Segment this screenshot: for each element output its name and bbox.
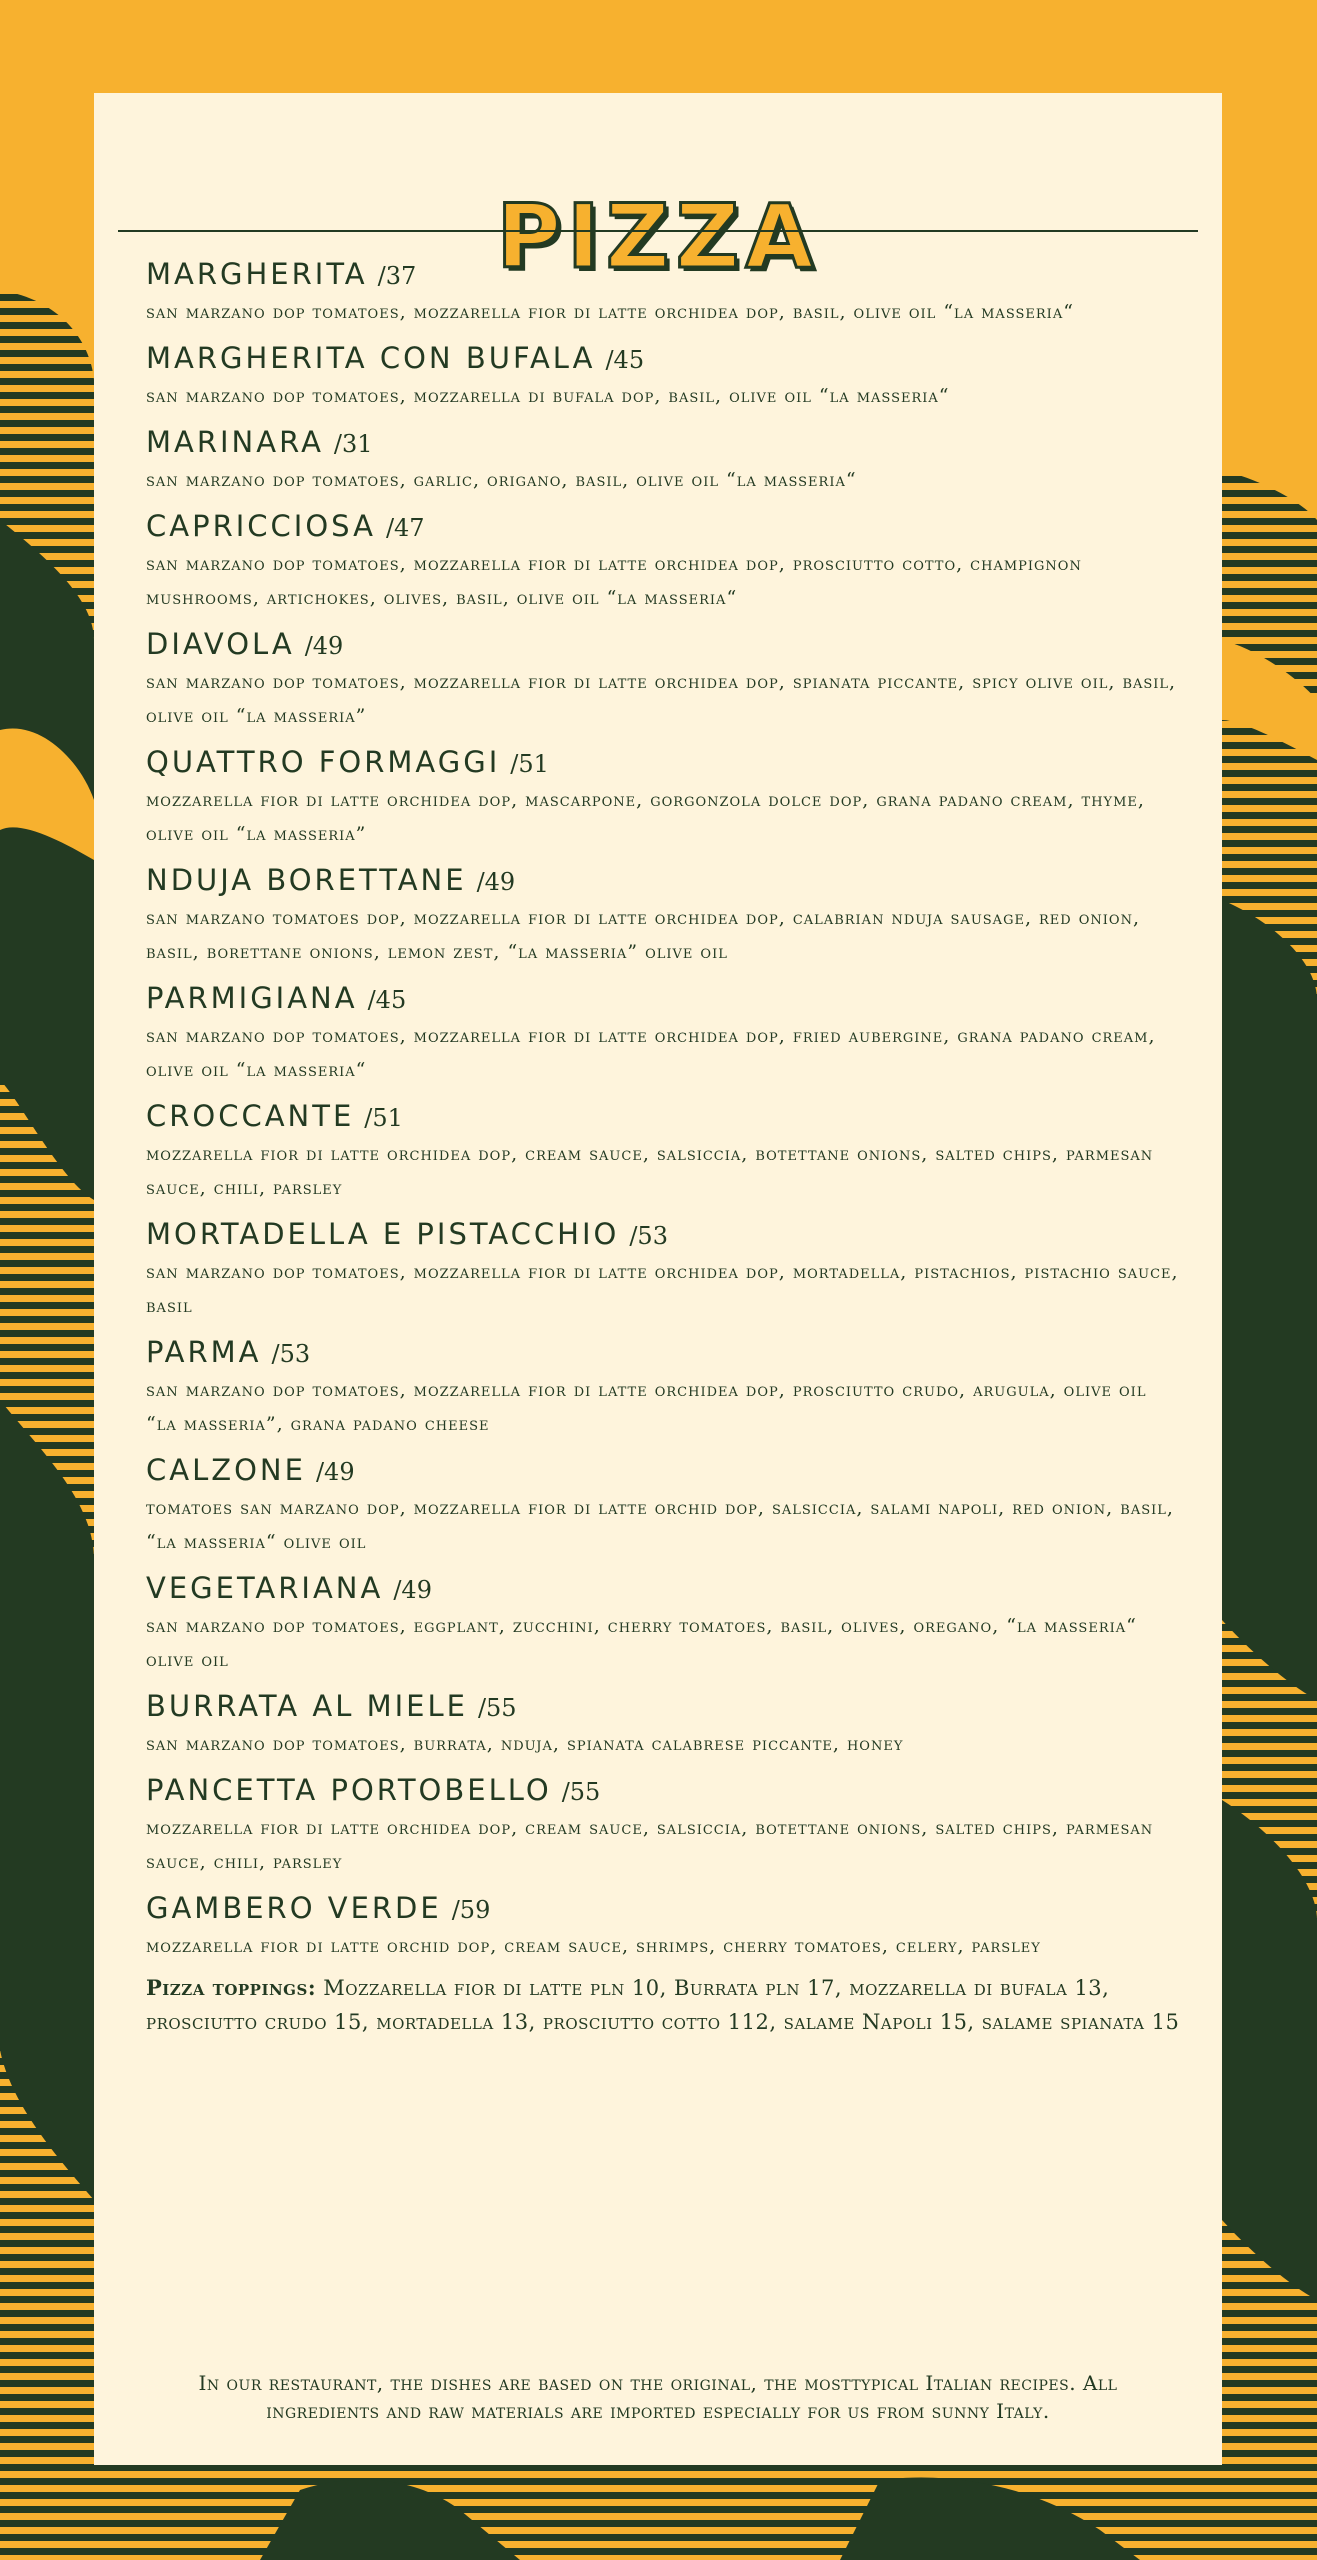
item-description: san marzano dop tomatoes, mozzarella fior di latte orchidea dop, fried aubergine, grana padano cream, olive oil “la masseria“	[146, 1025, 1156, 1081]
item-description: san marzano dop tomatoes, garlic, origano, basil, olive oil “la masseria“	[146, 469, 857, 491]
item-description: mozzarella fior di latte orchid dop, cream sauce, shrimps, cherry tomatoes, celery, parsley	[146, 1935, 1041, 1957]
item-description: san marzano dop tomatoes, mozzarella fior di latte orchidea dop, prosciutto cotto, champignon mushrooms, artichokes, olives, basil, olive oil “la masseria“	[146, 553, 1082, 609]
item-description: mozzarella fior di latte orchidea dop, cream sauce, salsiccia, botettane onions, salted chips, parmesan sauce, chili, parsley	[146, 1817, 1154, 1873]
item-price: /49	[393, 1576, 432, 1604]
menu-item	[146, 505, 1182, 615]
item-price: /45	[367, 986, 407, 1014]
menu-card	[94, 93, 1222, 2465]
item-name: MORTADELLA E PISTACCHIO	[146, 1217, 620, 1251]
title-divider	[118, 230, 1198, 232]
item-price: /53	[271, 1340, 311, 1368]
item-name: BURRATA AL MIELE	[146, 1689, 468, 1723]
item-name: CROCCANTE	[146, 1099, 355, 1133]
menu-item	[146, 1449, 1182, 1559]
item-description: san marzano tomatoes dop, mozzarella fior di latte orchidea dop, calabrian nduja sausage, red onion, basil, borettane onions, lemon zest, “la masseria” olive oil	[146, 907, 1140, 963]
item-name: MARGHERITA CON BUFALA	[146, 341, 596, 375]
item-name: CALZONE	[146, 1453, 306, 1487]
item-description: san marzano dop tomatoes, eggplant, zucchini, cherry tomatoes, basil, olives, oregano, “la masseria“ olive oil	[146, 1615, 1137, 1671]
item-description: san marzano dop tomatoes, mozzarella fior di latte orchidea dop, basil, olive oil “la masseria“	[146, 301, 1074, 323]
left-foliage-solid	[0, 520, 94, 1200]
left-foliage-solid-2	[0, 1400, 94, 2200]
item-description: mozzarella fior di latte orchidea dop, mascarpone, gorgonzola dolce dop, grana padano cream, thyme, olive oil “la masseria”	[146, 789, 1145, 845]
item-price: /45	[605, 346, 645, 374]
menu-item	[146, 421, 1182, 497]
menu-item	[146, 741, 1182, 851]
menu-item	[146, 977, 1182, 1087]
item-name: CAPRICCIOSA	[146, 509, 376, 543]
item-price: /51	[364, 1104, 403, 1132]
item-description: san marzano dop tomatoes, mozzarella di bufala dop, basil, olive oil “la masseria“	[146, 385, 950, 407]
item-name: VEGETARIANA	[146, 1571, 384, 1605]
menu-item	[146, 1567, 1182, 1677]
item-description: mozzarella fior di latte orchidea dop, cream sauce, salsiccia, botettane onions, salted chips, parmesan sauce, chili, parsley	[146, 1143, 1154, 1199]
menu-item	[146, 1331, 1182, 1441]
toppings-text: Mozzarella fior di latte pln 10, Burrata pln 17, mozzarella di bufala 13, prosciutto crudo 15, mortadella 13, prosciutto cotto 112, salame Napoli 15, salame spianata 15	[146, 1976, 1180, 2034]
item-price: /47	[385, 514, 425, 542]
item-name: NDUJA BORETTANE	[146, 863, 467, 897]
item-name: PARMIGIANA	[146, 981, 358, 1015]
item-name: MARINARA	[146, 425, 324, 459]
item-name: MARGHERITA	[146, 257, 368, 291]
item-price: /49	[304, 632, 344, 660]
item-description: san marzano dop tomatoes, mozzarella fior di latte orchidea dop, prosciutto crudo, arugula, olive oil “la masseria”, grana padano cheese	[146, 1379, 1147, 1435]
item-description: san marzano dop tomatoes, mozzarella fior di latte orchidea dop, spianata piccante, spicy olive oil, basil, olive oil “la masseria”	[146, 671, 1177, 727]
item-description: san marzano dop tomatoes, burrata, nduja, spianata calabrese piccante, honey	[146, 1733, 904, 1755]
toppings-label: Pizza toppings:	[146, 1975, 317, 2000]
menu-title: PIZZA	[496, 184, 820, 288]
item-description: san marzano dop tomatoes, mozzarella fior di latte orchidea dop, mortadella, pistachios, pistachio sauce, basil	[146, 1261, 1179, 1317]
menu-item	[146, 1213, 1182, 1323]
item-price: /55	[477, 1694, 517, 1722]
menu-item	[146, 859, 1182, 969]
menu-item	[146, 1769, 1182, 1879]
item-price: /53	[629, 1222, 668, 1250]
item-price: /49	[476, 868, 516, 896]
menu-item	[146, 1095, 1182, 1205]
menu-item	[146, 253, 1182, 329]
pizza-toppings	[146, 1971, 1182, 2039]
item-description: tomatoes san marzano dop, mozzarella fior di latte orchid dop, salsiccia, salami napoli, red onion, basil, “la masseria“ olive oil	[146, 1497, 1174, 1553]
item-price: /59	[451, 1896, 491, 1924]
item-price: /49	[315, 1458, 355, 1486]
menu-item	[146, 1887, 1182, 1963]
item-price: /31	[333, 430, 373, 458]
footer-note: In our restaurant, the dishes are based on the original, the mosttypical Italian recipes. All ingredients and raw materials are imported especially for us from sunny Italy.	[198, 2371, 1118, 2423]
item-price: /55	[561, 1778, 601, 1806]
item-price: /37	[377, 262, 417, 290]
item-price: /51	[510, 750, 549, 778]
item-name: PARMA	[146, 1335, 262, 1369]
menu-item	[146, 1685, 1182, 1761]
menu-items-list	[146, 253, 1182, 2039]
right-foliage-solid	[1222, 900, 1317, 1700]
menu-item	[146, 623, 1182, 733]
item-name: QUATTRO FORMAGGI	[146, 745, 501, 779]
item-name: GAMBERO VERDE	[146, 1891, 442, 1925]
item-name: PANCETTA PORTOBELLO	[146, 1773, 552, 1807]
item-name: DIAVOLA	[146, 627, 295, 661]
menu-item	[146, 337, 1182, 413]
